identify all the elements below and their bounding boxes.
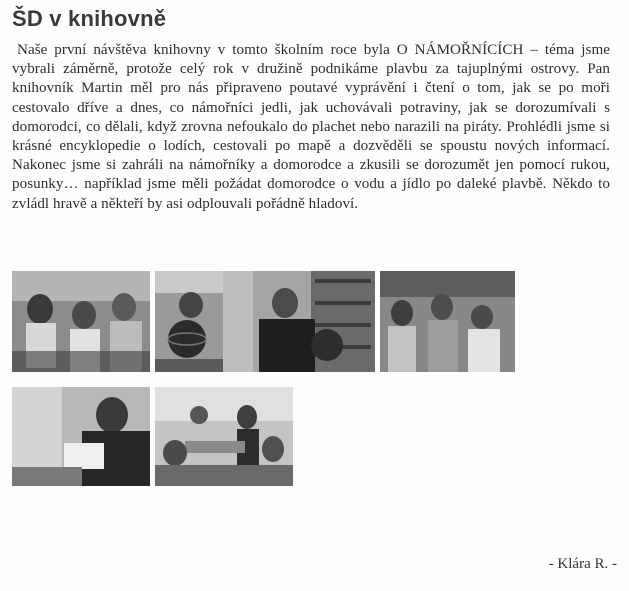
photo-icon [155, 271, 223, 372]
photo-icon [380, 271, 515, 372]
author-signature: - Klára R. - [548, 556, 617, 572]
article-body: Naše první návštěva knihovny v tomto školním roce byla O NÁMOŘNÍCÍCH – téma jsme vybrali záměrně, protože celý rok v družině podnikáme plavbu za tajuplnými ostrovy. Pan knihovník Martin měl pro nás připraveno poutavé vyprávění i čtení o tom, jak se po moři cestovalo dříve a dnes, co námořníci jedli, jak uchovávali potraviny, jak se dorozumívali s domorodci, co dělali, když zrovna nefoukalo do plachet nebo narazili na piráty. Prohlédli jsme si krásné encyklopedie o lodích, cestovali po mapě a dozvěděli se spoustu nových informací. Nakonec jsme si zahráli na námořníky a domorodce a zkusili se dorozumět jen pomocí rukou, posunky… například jsme měli požádat domorodce o vodu a jídlo po daleké plavbě. Někdo to zvládl hravě a někteří by asi odplouvali pořádně hladoví. [12, 42, 610, 212]
photo-children-at-table [155, 387, 293, 486]
photo-children-in-library [380, 271, 515, 372]
photo-icon [155, 387, 293, 486]
article-title: ŠD v knihovně [12, 6, 167, 31]
photo-globe [155, 271, 223, 372]
photo-icon [223, 271, 375, 372]
photo-icon [12, 387, 150, 486]
photo-librarian-reading [12, 387, 150, 486]
photo-children-sitting [12, 271, 150, 372]
photo-icon [12, 271, 150, 372]
photo-librarian-with-globe [223, 271, 375, 372]
